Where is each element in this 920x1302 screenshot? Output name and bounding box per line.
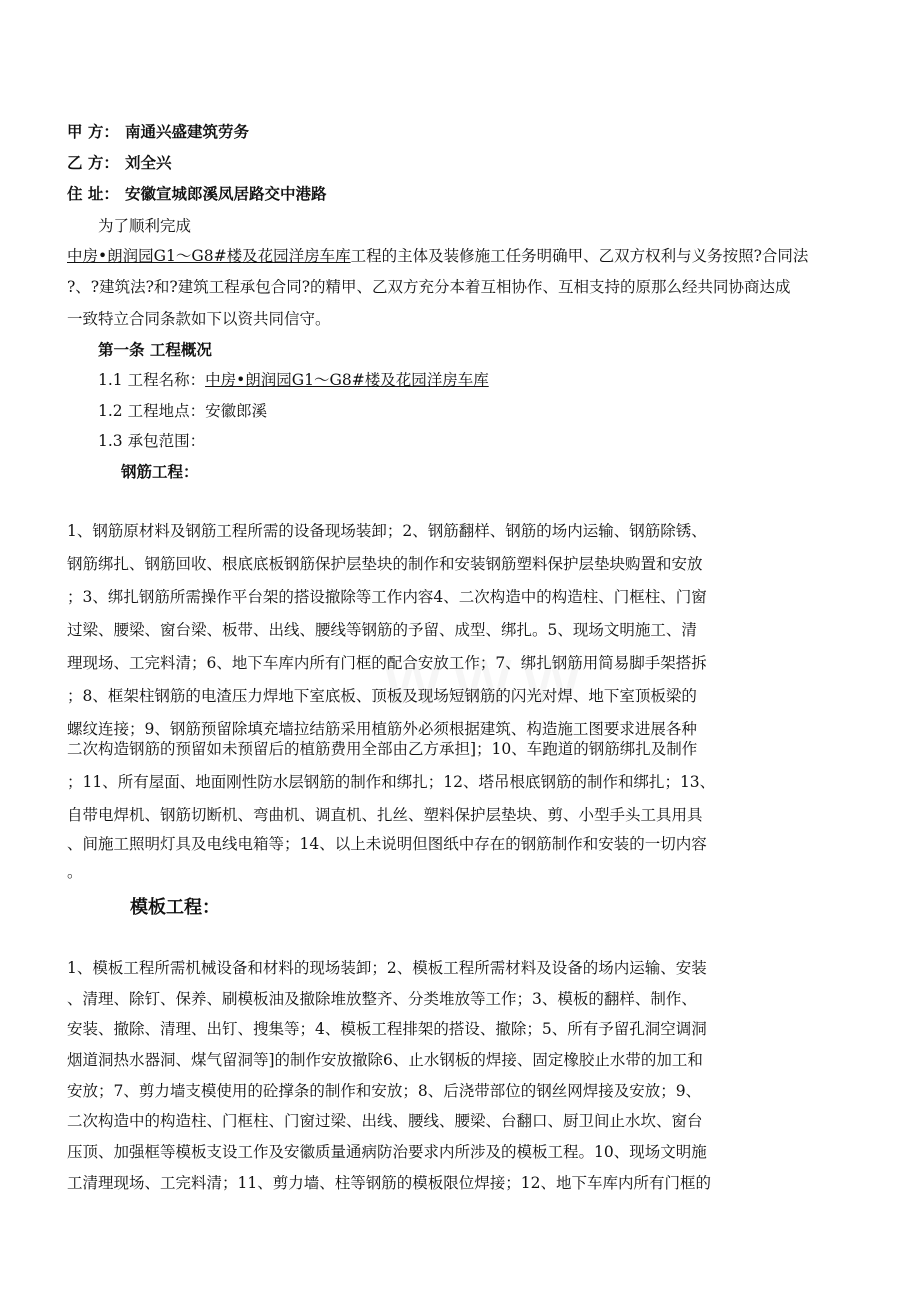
rebar-line: 自带电焊机、钢筋切断机、弯曲机、调直机、扎丝、塑料保护层垫块、剪、小型手头工具用具 bbox=[67, 806, 703, 824]
formwork-line: 、清理、除钉、保养、刷模板油及撤除堆放整齐、分类堆放等工作；3、模板的翻样、制作、 bbox=[67, 990, 697, 1008]
party-a-label: 甲 方： bbox=[67, 122, 119, 141]
party-a-row bbox=[67, 122, 249, 142]
formwork-heading: 模板工程： bbox=[130, 897, 220, 918]
intro-line-2-rest: 工程的主体及装修施工任务明确甲、乙双方权利与义务按照?合同法 bbox=[350, 247, 809, 265]
rebar-line: ；3、绑扎钢筋所需操作平台架的搭设撤除等工作内容4、二次构造中的构造柱、门框柱、门窗 bbox=[67, 588, 707, 606]
rebar-line: 。 bbox=[67, 863, 83, 881]
project-name-label: 1.1 工程名称： bbox=[98, 371, 206, 389]
project-name-link: 中房•朗润园G1～G8#楼及花园洋房车库 bbox=[67, 247, 351, 265]
rebar-line: 1、钢筋原材料及钢筋工程所需的设备现场装卸；2、钢筋翻样、钢筋的场内运输、钢筋除锈、 bbox=[67, 522, 707, 540]
rebar-line: ；8、框架柱钢筋的电渣压力焊地下室底板、顶板及现场短钢筋的闪光对焊、地下室顶板梁的 bbox=[67, 687, 697, 705]
address-label: 住 址： bbox=[67, 184, 119, 203]
party-a-value: 南通兴盛建筑劳务 bbox=[125, 122, 250, 141]
formwork-line: 工清理现场、工完料清；11、剪力墙、柱等钢筋的模板限位焊接；12、地下车库内所有门框的 bbox=[67, 1174, 711, 1192]
address-value: 安徽宣城郎溪凤居路交中港路 bbox=[125, 184, 327, 203]
formwork-line: 安装、撤除、清理、出钉、搜集等；4、模板工程排架的搭设、撤除；5、所有予留孔洞空调洞 bbox=[67, 1020, 707, 1038]
formwork-line: 二次构造中的构造柱、门框柱、门窗过梁、出线、腰线、腰梁、台翻口、厨卫间止水坎、窗台 bbox=[67, 1112, 703, 1130]
project-name-value: 中房•朗润园G1～G8#楼及花园洋房车库 bbox=[205, 371, 489, 389]
rebar-line: 螺纹连接；9、钢筋预留除填充墙拉结筋采用植筋外必须根据建筑、构造施工图要求进展各种 bbox=[67, 720, 697, 738]
rebar-line: 、间施工照明灯具及电线电箱等；14、以上未说明但图纸中存在的钢筋制作和安装的一切内容 bbox=[67, 835, 707, 853]
formwork-line: 压顶、加强框等模板支设工作及安徽质量通病防治要求内所涉及的模板工程。10、现场文明施 bbox=[67, 1143, 707, 1161]
article-1-item-3: 1.3 承包范围： bbox=[98, 432, 206, 450]
address-row bbox=[67, 184, 327, 204]
rebar-line: 钢筋绑扎、钢筋回收、根底底板钢筋保护层垫块的制作和安装钢筋塑料保护层垫块购置和安放 bbox=[67, 555, 703, 573]
intro-line-3: ?、?建筑法?和?建筑工程承包合同?的精甲、乙双方充分本着互相协作、互相支持的原那么经共同协商达成 bbox=[67, 278, 791, 296]
formwork-line: 安放；7、剪力墙支模使用的砼撑条的制作和安放；8、后浇带部位的钢丝网焊接及安放；9、 bbox=[67, 1082, 702, 1100]
intro-line-4: 一致特立合同条款如下以资共同信守。 bbox=[67, 310, 331, 328]
formwork-line: 烟道洞热水器洞、煤气留洞等]的制作安放撤除6、止水钢板的焊接、固定橡胶止水带的加工和 bbox=[67, 1051, 703, 1069]
party-b-value: 刘全兴 bbox=[125, 153, 172, 172]
rebar-line: 理现场、工完料清；6、地下车库内所有门框的配合安放工作；7、绑扎钢筋用简易脚手架搭拆 bbox=[67, 654, 707, 672]
article-1-title: 第一条 工程概况 bbox=[98, 340, 212, 359]
rebar-line: ；11、所有屋面、地面刚性防水层钢筋的制作和绑扎；12、塔吊根底钢筋的制作和绑扎；13、 bbox=[67, 773, 716, 791]
formwork-line: 1、模板工程所需机械设备和材料的现场装卸；2、模板工程所需材料及设备的场内运输、安装 bbox=[67, 959, 707, 977]
article-1-item-1 bbox=[98, 370, 489, 390]
intro-line-2 bbox=[67, 246, 808, 266]
party-b-row bbox=[67, 153, 172, 173]
article-1-item-2: 1.2 工程地点：安徽郎溪 bbox=[98, 402, 268, 420]
rebar-line: 过梁、腰梁、窗台梁、板带、出线、腰线等钢筋的予留、成型、绑扎。5、现场文明施工、清 bbox=[67, 621, 697, 639]
intro-line-1: 为了顺利完成 bbox=[98, 217, 192, 235]
rebar-heading: 钢筋工程： bbox=[121, 462, 199, 481]
party-b-label: 乙 方： bbox=[67, 153, 119, 172]
watermark bbox=[380, 630, 588, 723]
rebar-line: 二次构造钢筋的预留如未预留后的植筋费用全部由乙方承担]；10、车跑道的钢筋绑扎及制作 bbox=[67, 740, 698, 758]
